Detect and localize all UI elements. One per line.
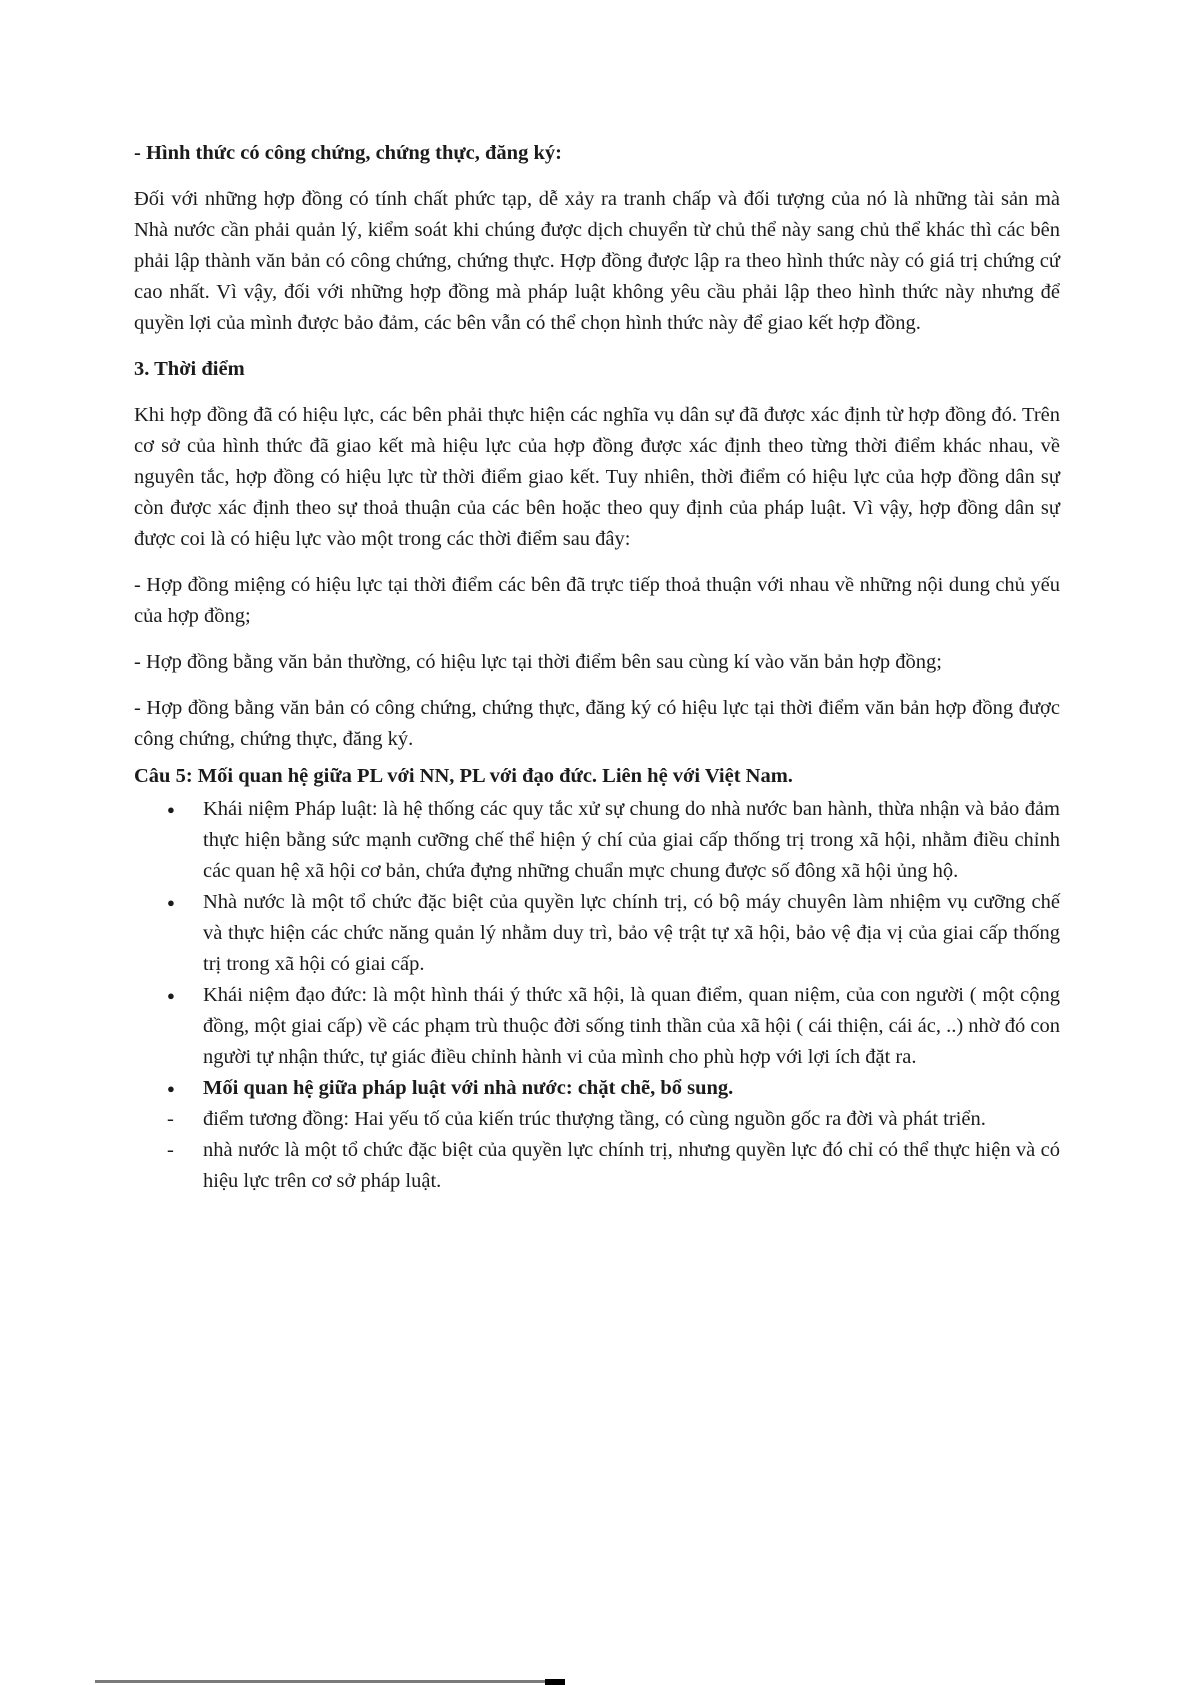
paragraph-hop-dong-mieng: - Hợp đồng miệng có hiệu lực tại thời điểm các bên đã trực tiếp thoả thuận với nhau về những nội dung chủ yếu của hợp đồng; — [134, 574, 1060, 627]
dash-icon: - — [167, 1139, 174, 1161]
paragraph-hop-dong-van-ban-cong-chung: - Hợp đồng bằng văn bản có công chứng, chứng thực, đăng ký có hiệu lực tại thời điểm văn bản hợp đồng được công chứng, chứng thực, đăng ký. — [134, 697, 1060, 750]
list-item-diem-tuong-dong — [134, 1104, 1060, 1135]
bullet-icon: ● — [167, 895, 175, 910]
paragraph-thoi-diem: Khi hợp đồng đã có hiệu lực, các bên phải thực hiện các nghĩa vụ dân sự đã được xác định từ hợp đồng đó. Trên cơ sở của hình thức đã giao kết mà hiệu lực của hợp đồng được xác định theo từng thời điểm khác nhau, về nguyên tắc, hợp đồng có hiệu lực từ thời điểm giao kết. Tuy nhiên, thời điểm có hiệu lực của hợp đồng dân sự còn được xác định theo sự thoả thuận của các bên hoặc theo quy định của pháp luật. Vì vậy, hợp đồng dân sự được coi là có hiệu lực vào một trong các thời điểm sau đây: — [134, 404, 1060, 550]
list-item-khai-niem-phap-luat — [134, 794, 1060, 887]
list-item-moi-quan-he — [134, 1073, 1060, 1104]
list-item-nha-nuoc — [134, 887, 1060, 980]
bullet-icon: ● — [167, 802, 175, 817]
list-item-khai-niem-dao-duc — [134, 980, 1060, 1073]
heading-thoi-diem: 3. Thời điểm — [134, 358, 245, 380]
page-bottom-line-cap — [545, 1679, 565, 1685]
heading-hinh-thuc-cong-chung: - Hình thức có công chứng, chứng thực, đăng ký: — [134, 142, 562, 164]
dash-icon: - — [167, 1108, 174, 1130]
list-item-text: Khái niệm đạo đức: là một hình thái ý thức xã hội, là quan điểm, quan niệm, của con người ( một cộng đồng, một giai cấp) về các phạm trù thuộc đời sống tinh thần của xã hội ( cái thiện, cái ác, ..) nhờ đó con người tự nhận thức, tự giác điều chỉnh hành vi của mình cho phù hợp với lợi ích đặt ra. — [203, 984, 1060, 1068]
bullet-icon: ● — [167, 1081, 175, 1096]
list-item-text: điểm tương đồng: Hai yếu tố của kiến trúc thượng tầng, có cùng nguồn gốc ra đời và phát triển. — [203, 1108, 986, 1130]
heading-cau-5: Câu 5: Mối quan hệ giữa PL với NN, PL với đạo đức. Liên hệ với Việt Nam. — [134, 765, 793, 787]
list-item-text: Nhà nước là một tổ chức đặc biệt của quyền lực chính trị, có bộ máy chuyên làm nhiệm vụ cưỡng chế và thực hiện các chức năng quản lý nhằm duy trì, bảo vệ trật tự xã hội, bảo vệ địa vị của giai cấp thống trị trong xã hội có giai cấp. — [203, 891, 1060, 975]
paragraph-hop-dong-van-ban-thuong: - Hợp đồng bằng văn bản thường, có hiệu lực tại thời điểm bên sau cùng kí vào văn bản hợp đồng; — [134, 651, 942, 673]
list-item-text: nhà nước là một tổ chức đặc biệt của quyền lực chính trị, nhưng quyền lực đó chỉ có thể thực hiện và có hiệu lực trên cơ sở pháp luật. — [203, 1139, 1060, 1192]
list-item-text: Mối quan hệ giữa pháp luật với nhà nước: chặt chẽ, bổ sung. — [203, 1077, 734, 1099]
bullet-icon: ● — [167, 988, 175, 1003]
page-bottom-line — [95, 1680, 545, 1683]
list-item-nha-nuoc-to-chuc — [134, 1135, 1060, 1197]
document-body — [134, 138, 1060, 1197]
list-item-text: Khái niệm Pháp luật: là hệ thống các quy tắc xử sự chung do nhà nước ban hành, thừa nhận và bảo đảm thực hiện bằng sức mạnh cưỡng chế thể hiện ý chí của giai cấp thống trị trong xã hội, nhằm điều chỉnh các quan hệ xã hội cơ bản, chứa đựng những chuẩn mực chung được số đông xã hội ủng hộ. — [203, 798, 1060, 882]
paragraph-hinh-thuc-cong-chung: Đối với những hợp đồng có tính chất phức tạp, dễ xảy ra tranh chấp và đối tượng của nó là những tài sản mà Nhà nước cần phải quản lý, kiểm soát khi chúng được dịch chuyển từ chủ thể này sang chủ thể khác thì các bên phải lập thành văn bản có công chứng, chứng thực. Hợp đồng được lập ra theo hình thức này có giá trị chứng cứ cao nhất. Vì vậy, đối với những hợp đồng mà pháp luật không yêu cầu phải lập theo hình thức này nhưng để quyền lợi của mình được bảo đảm, các bên vẫn có thể chọn hình thức này để giao kết hợp đồng. — [134, 188, 1060, 334]
